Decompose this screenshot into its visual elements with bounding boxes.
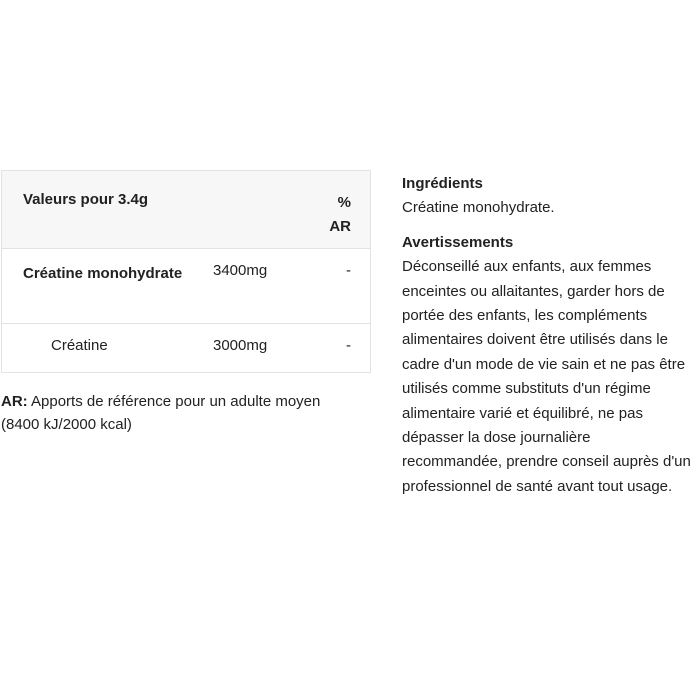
table-header-row xyxy=(2,171,371,249)
warnings-title: Avertissements xyxy=(402,233,514,251)
ingredients-title: Ingrédients xyxy=(402,175,483,192)
table-header-ar-label: AR xyxy=(329,218,351,235)
table-header-label: Valeurs pour 3.4g xyxy=(23,191,149,208)
ingredients-body: Créatine monohydrate. xyxy=(402,199,555,217)
footnote-label: AR: xyxy=(1,393,28,410)
table-row xyxy=(2,324,371,373)
table-row xyxy=(2,249,371,324)
nutrient-amount: 3400mg xyxy=(213,262,268,279)
ar-footnote xyxy=(1,390,361,436)
nutrient-name: Créatine monohydrate xyxy=(23,265,183,282)
table-header-ar-percent: % xyxy=(337,194,351,211)
footnote-text: Apports de référence pour un adulte moyen (8400 kJ/2000 kcal) xyxy=(1,393,321,433)
warnings-body: Déconseillé aux enfants, aux femmes enceintes ou allaitantes, garder hors de portée des enfants, les compléments alimentaires doivent être utilisés dans le cadre d'un mode de vie sain et ne pas être utilisés comme substituts d'un régime alimentaire varié et équilibré, ne pas dépasser la dose journalière recommandée, prendre conseil auprès d'un professionnel de santé avant tout usage. xyxy=(402,258,691,495)
product-info xyxy=(402,172,694,509)
table-header-ar xyxy=(308,171,371,249)
nutrient-name: Créatine xyxy=(51,337,108,354)
nutrient-ar-value: - xyxy=(346,337,351,354)
nutrition-table xyxy=(1,170,371,373)
nutrient-ar-value: - xyxy=(346,262,351,279)
nutrient-amount: 3000mg xyxy=(213,337,268,354)
